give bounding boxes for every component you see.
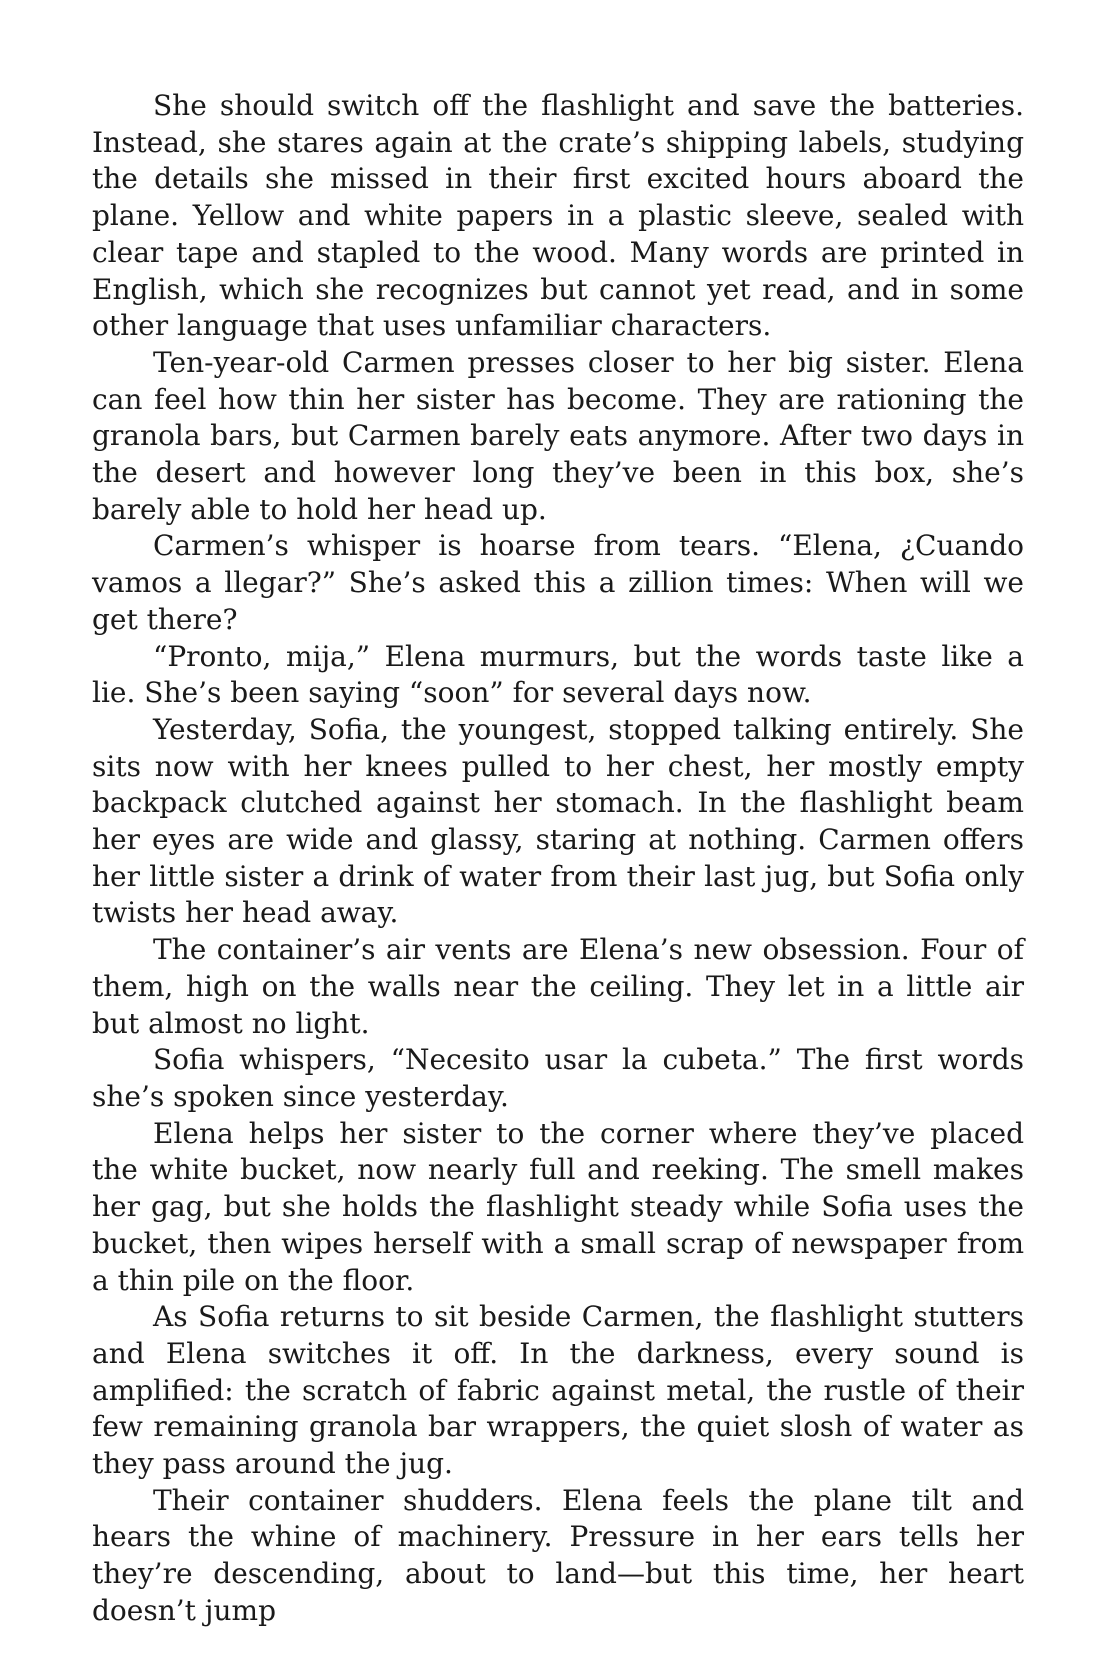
- paragraph: Carmen’s whisper is hoarse from tears. “Elena, ¿Cuando vamos a llegar?” She’s asked this a zillion times: When will we get there?: [92, 529, 1024, 636]
- paragraph: “Pronto, mija,” Elena murmurs, but the words taste like a lie. She’s been saying “soon” for several days now.: [92, 639, 1024, 710]
- paragraph: The container’s air vents are Elena’s new obsession. Four of them, high on the walls near the ceiling. They let in a little air but almost no light.: [92, 933, 1024, 1040]
- paragraph: Ten-year-old Carmen presses closer to her big sister. Elena can feel how thin her sister has become. They are rationing the granola bars, but Carmen barely eats anymore. After two days in the desert and however long they’ve been in this box, she’s barely able to hold her head up.: [92, 345, 1024, 526]
- paragraph: Their container shudders. Elena feels the plane tilt and hears the whine of machinery. Pressure in her ears tells her they’re descending, about to land—but this time, her heart doesn’t jump: [92, 1483, 1024, 1627]
- book-page: [92, 88, 1024, 1630]
- paragraph: Yesterday, Sofia, the youngest, stopped talking entirely. She sits now with her knees pulled to her chest, her mostly empty backpack clutched against her stomach. In the flashlight beam her eyes are wide and glassy, staring at nothing. Carmen offers her little sister a drink of water from their last jug, but Sofia only twists her head away.: [92, 712, 1024, 930]
- paragraph: Sofia whispers, “Necesito usar la cubeta.” The first words she’s spoken since yesterday.: [92, 1043, 1024, 1113]
- paragraph: Elena helps her sister to the corner where they’ve placed the white bucket, now nearly full and reeking. The smell makes her gag, but she holds the flashlight steady while Sofia uses the bucket, then wipes herself with a small scrap of newspaper from a thin pile on the floor.: [92, 1116, 1024, 1297]
- paragraph: As Sofia returns to sit beside Carmen, the flashlight stutters and Elena switches it off. In the darkness, every sound is amplified: the scratch of fabric against metal, the rustle of their few remaining granola bar wrappers, the quiet slosh of water as they pass around the jug.: [92, 1300, 1024, 1481]
- paragraph: She should switch off the flashlight and save the batteries. Instead, she stares again at the crate’s shipping labels, studying the details she missed in their first excited hours aboard the plane. Yellow and white papers in a plastic sleeve, sealed with clear tape and stapled to the wood. Many words are printed in English, which she recognizes but cannot yet read, and in some other language that uses unfamiliar characters.: [92, 89, 1024, 343]
